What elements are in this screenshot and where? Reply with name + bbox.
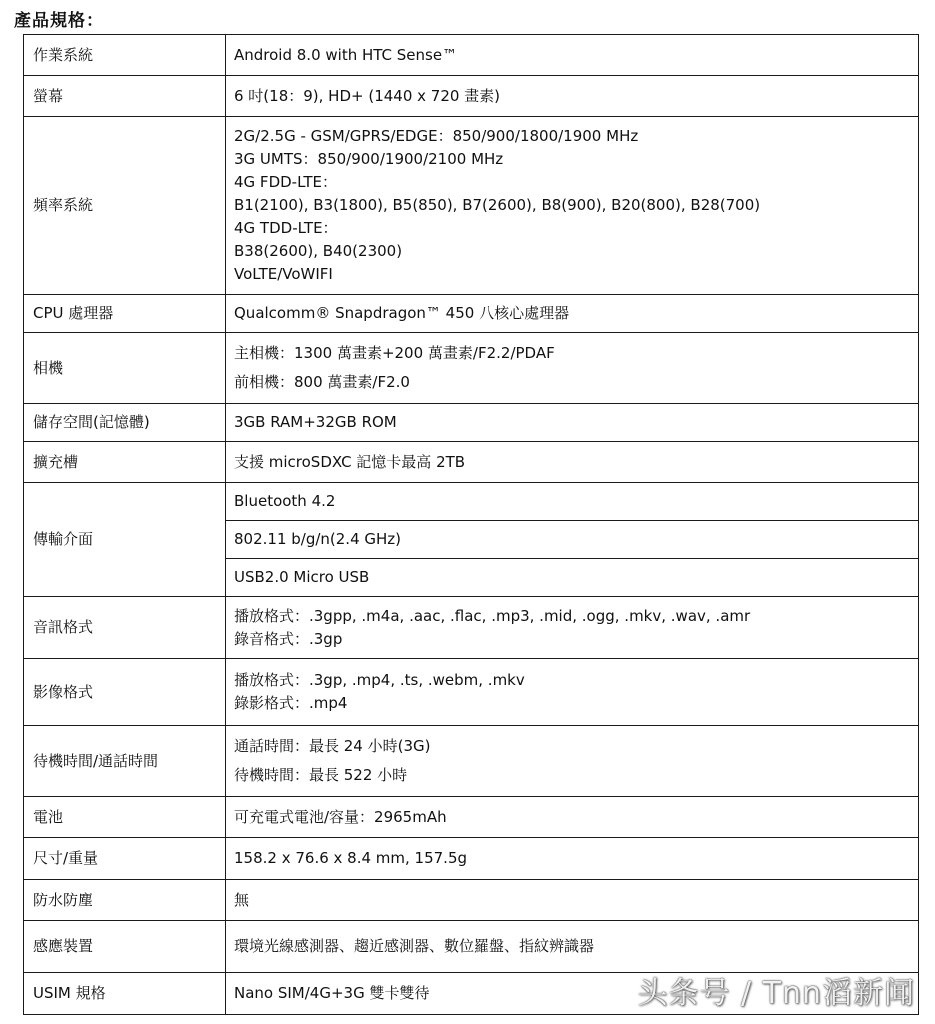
table-row: [24, 404, 919, 442]
row-label: 待機時間/通話時間: [24, 726, 226, 797]
value-line: 3G UMTS：850/900/1900/2100 MHz: [234, 150, 504, 168]
row-value: [226, 442, 919, 483]
row-label: 螢幕: [24, 76, 226, 117]
row-value: [226, 597, 919, 659]
row-value: [226, 35, 919, 76]
table-row: [24, 921, 919, 973]
value-line: 支援 microSDXC 記憶卡最高 2TB: [234, 452, 466, 471]
table-row: [24, 35, 919, 76]
value-line: Qualcomm® Snapdragon™ 450 八核心處理器: [234, 304, 570, 322]
table-row: [24, 659, 919, 726]
table-row: [24, 880, 919, 921]
value-line: 158.2 x 76.6 x 8.4 mm, 157.5g: [234, 849, 468, 867]
value-line: USB2.0 Micro USB: [234, 568, 370, 586]
row-label: 電池: [24, 797, 226, 838]
row-label: 音訊格式: [24, 597, 226, 659]
row-value: [226, 880, 919, 921]
spec-table: [23, 34, 919, 1015]
row-label: 作業系統: [24, 35, 226, 76]
table-row: [24, 76, 919, 117]
row-value: [226, 295, 919, 333]
value-line: 待機時間：最長 522 小時: [234, 766, 408, 784]
value-line: 4G TDD-LTE：: [234, 219, 338, 237]
value-line: 通話時間：最長 24 小時(3G): [234, 737, 431, 755]
value-line: 播放格式：.3gp, .mp4, .ts, .webm, .mkv: [234, 671, 525, 689]
value-line: B38(2600), B40(2300): [234, 242, 403, 260]
row-value: [226, 838, 919, 880]
row-value: [226, 559, 919, 597]
row-value: [226, 797, 919, 838]
value-line: 主相機：1300 萬畫素+200 萬畫素/F2.2/PDAF: [234, 344, 555, 362]
row-label: 傳輸介面: [24, 483, 226, 597]
value-line: Bluetooth 4.2: [234, 492, 336, 510]
row-label: 尺寸/重量: [24, 838, 226, 880]
table-row: [24, 333, 919, 404]
value-line: 播放格式：.3gpp, .m4a, .aac, .flac, .mp3, .mid, .ogg, .mkv, .wav, .amr: [234, 606, 751, 625]
value-line: 802.11 b/g/n(2.4 GHz): [234, 530, 402, 548]
value-line: 6 吋(18：9), HD+ (1440 x 720 畫素): [234, 86, 501, 105]
row-label: 防水防塵: [24, 880, 226, 921]
value-line: Android 8.0 with HTC Sense™: [234, 45, 458, 64]
row-value: [226, 921, 919, 973]
row-value: [226, 117, 919, 295]
value-line: VoLTE/VoWIFI: [234, 265, 333, 283]
row-value: [226, 333, 919, 404]
table-row: [24, 797, 919, 838]
value-line: 可充電式電池/容量：2965mAh: [234, 807, 447, 826]
value-line: Nano SIM/4G+3G 雙卡雙待: [234, 984, 430, 1002]
row-value: [226, 76, 919, 117]
value-line: 錄影格式：.mp4: [234, 694, 348, 712]
value-line: 無: [234, 890, 250, 909]
page-title: 產品規格：: [14, 11, 104, 31]
row-label: 儲存空間(記憶體): [24, 404, 226, 442]
row-value: [226, 726, 919, 797]
table-row: [24, 838, 919, 880]
row-label: 感應裝置: [24, 921, 226, 973]
value-line: 前相機：800 萬畫素/F2.0: [234, 373, 410, 391]
value-line: 3GB RAM+32GB ROM: [234, 413, 397, 431]
value-line: 錄音格式：.3gp: [234, 629, 343, 648]
row-value: [226, 404, 919, 442]
row-label: CPU 處理器: [24, 295, 226, 333]
row-label: 相機: [24, 333, 226, 404]
table-row: [24, 295, 919, 333]
value-line: 環境光線感測器、趨近感測器、數位羅盤、指紋辨識器: [234, 937, 595, 955]
row-value: [226, 521, 919, 559]
watermark: 头条号 / Tnn滔新闻: [637, 976, 915, 1011]
value-line: B1(2100), B3(1800), B5(850), B7(2600), B8(900), B20(800), B28(700): [234, 196, 761, 214]
row-label: 影像格式: [24, 659, 226, 726]
row-label: 頻率系統: [24, 117, 226, 295]
table-row: [24, 483, 919, 521]
table-row: [24, 117, 919, 295]
row-value: [226, 483, 919, 521]
table-row: [24, 726, 919, 797]
value-line: 4G FDD-LTE：: [234, 173, 338, 191]
row-label: 擴充槽: [24, 442, 226, 483]
table-row: [24, 597, 919, 659]
table-row: [24, 442, 919, 483]
row-label: USIM 規格: [24, 973, 226, 1015]
row-value: [226, 659, 919, 726]
value-line: 2G/2.5G - GSM/GPRS/EDGE：850/900/1800/1900 MHz: [234, 127, 639, 145]
